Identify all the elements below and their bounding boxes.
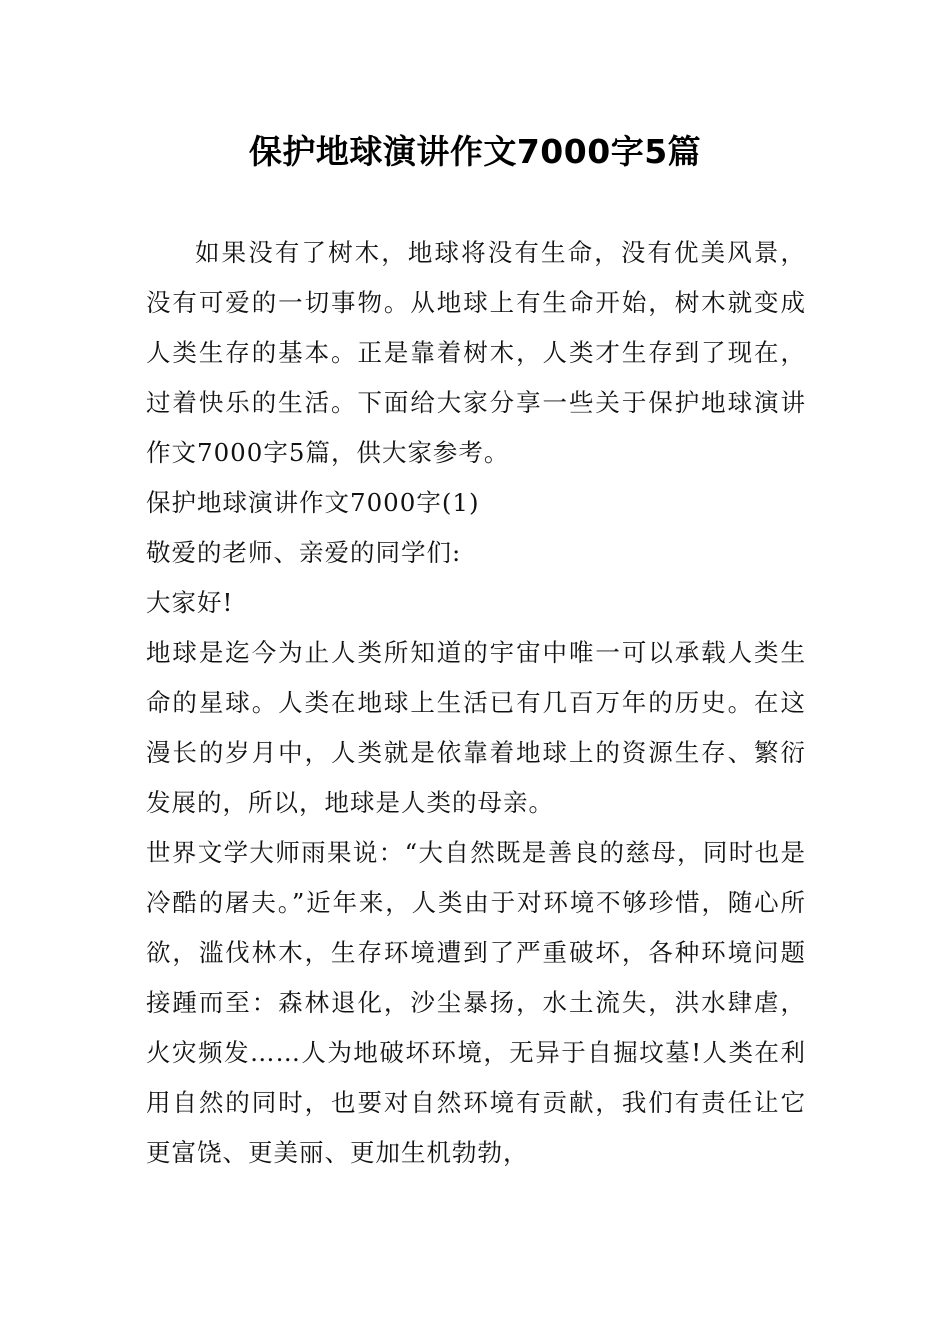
essay-heading: 保护地球演讲作文7000字(1) — [146, 488, 480, 517]
document-title: 保护地球演讲作文7000字5篇 — [248, 132, 702, 171]
greeting-paragraph: 大家好! — [146, 588, 234, 617]
body-paragraph: 地球是迄今为止人类所知道的宇宙中唯一可以承载人类生命的星球。人类在地球上生活已有几百万年的历史。在这漫长的岁月中，人类就是依靠着地球上的资源生存、繁衍发展的，所以，地球是人类的母亲。 — [146, 638, 806, 817]
intro-paragraph: 如果没有了树木，地球将没有生命，没有优美风景，没有可爱的一切事物。从地球上有生命开始，树木就变成人类生存的基本。正是靠着树木，人类才生存到了现在，过着快乐的生活。下面给大家分享一些关于保护地球演讲作文7000字5篇，供大家参考。 — [146, 238, 806, 467]
document-body — [146, 228, 806, 1178]
salutation-paragraph: 敬爱的老师、亲爱的同学们: — [146, 538, 462, 567]
body-paragraph: 世界文学大师雨果说：“大自然既是善良的慈母，同时也是冷酷的屠夫。”近年来，人类由于对环境不够珍惜，随心所欲，滥伐林木，生存环境遭到了严重破坏，各种环境问题接踵而至：森林退化，沙尘暴扬，水土流失，洪水肆虐，火灾频发……人为地破坏环境，无异于自掘坟墓!人类在利用自然的同时，也要对自然环境有贡献，我们有责任让它更富饶、更美丽、更加生机勃勃， — [146, 838, 806, 1167]
